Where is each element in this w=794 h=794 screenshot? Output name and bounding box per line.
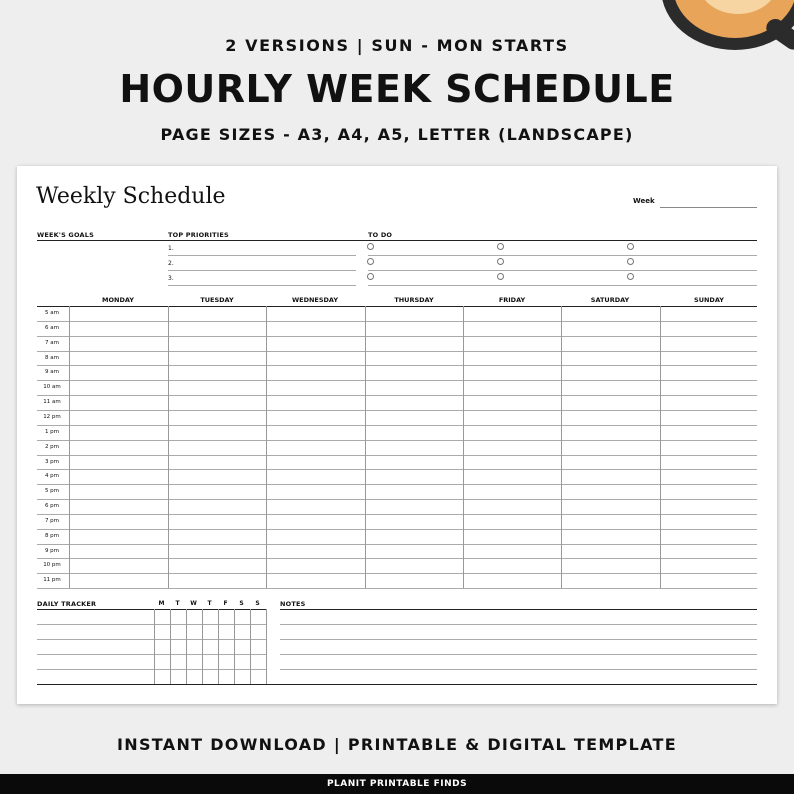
- schedule-row-line: [37, 484, 757, 485]
- time-label: 7 am: [45, 339, 59, 346]
- planner-page: [17, 166, 777, 704]
- priority-number: 2.: [168, 260, 174, 267]
- time-label: 8 pm: [44, 532, 60, 539]
- day-column-divider: [168, 306, 169, 588]
- schedule-row-line: [37, 321, 757, 322]
- schedule-row-line: [37, 395, 757, 396]
- planner-title: Weekly Schedule: [36, 184, 226, 209]
- bottom-tagline: INSTANT DOWNLOAD | PRINTABLE & DIGITAL TEMPLATE: [117, 735, 677, 754]
- page-sizes-heading: PAGE SIZES - A3, A4, A5, LETTER (LANDSCAPE): [160, 125, 634, 144]
- time-label: 1 pm: [44, 428, 60, 435]
- time-label: 9 am: [45, 369, 59, 376]
- todo-line: [368, 255, 757, 256]
- day-column-divider: [561, 306, 562, 588]
- day-header-wednesday: WEDNESDAY: [291, 296, 339, 304]
- versions-heading: 2 VERSIONS | SUN - MON STARTS: [225, 36, 569, 55]
- schedule-row-line: [37, 440, 757, 441]
- day-column-divider: [463, 306, 464, 588]
- priority-line: [168, 285, 356, 286]
- time-label: 3 pm: [44, 458, 60, 465]
- day-header-tuesday: TUESDAY: [200, 296, 234, 304]
- tracker-column-line: [234, 609, 235, 684]
- schedule-row-line: [37, 351, 757, 352]
- todo-checkbox-icon: [497, 273, 504, 280]
- day-header-sunday: SUNDAY: [694, 296, 724, 304]
- day-column-divider: [660, 306, 661, 588]
- tracker-day-f: F: [223, 600, 228, 607]
- time-label: 11 am: [43, 399, 61, 406]
- top-priorities-label: TOP PRIORITIES: [168, 231, 229, 239]
- todo-checkbox-icon: [497, 258, 504, 265]
- tracker-column-line: [218, 609, 219, 684]
- schedule-top-rule: [37, 306, 757, 307]
- day-header-saturday: SATURDAY: [590, 296, 630, 304]
- day-column-divider: [69, 306, 70, 588]
- time-label: 5 pm: [44, 488, 60, 495]
- tracker-top-rule: [37, 609, 267, 610]
- time-label: 9 pm: [44, 547, 60, 554]
- schedule-row-line: [37, 380, 757, 381]
- tracker-day-s2: S: [255, 600, 260, 607]
- tracker-day-m: M: [158, 600, 165, 607]
- schedule-row-line: [37, 336, 757, 337]
- product-title: HOURLY WEEK SCHEDULE: [119, 67, 675, 111]
- weeks-goals-label: WEEK'S GOALS: [37, 231, 94, 239]
- tracker-row-line: [37, 639, 267, 640]
- priority-number: 3.: [168, 275, 174, 282]
- schedule-row-line: [37, 573, 757, 574]
- tracker-day-s: S: [239, 600, 244, 607]
- time-label: 7 pm: [44, 517, 60, 524]
- notes-line: [280, 639, 757, 640]
- tracker-column-line: [186, 609, 187, 684]
- week-input-line: [660, 207, 757, 208]
- todo-checkbox-icon: [627, 273, 634, 280]
- tracker-row-line: [37, 669, 267, 670]
- week-label: Week: [633, 197, 655, 205]
- schedule-row-line: [37, 588, 757, 589]
- tracker-day-t: T: [175, 600, 180, 607]
- todo-checkbox-icon: [367, 258, 374, 265]
- todo-line: [368, 270, 757, 271]
- time-label: 10 am: [43, 384, 61, 391]
- todo-label: TO DO: [368, 231, 393, 239]
- schedule-row-line: [37, 365, 757, 366]
- time-label: 8 am: [45, 354, 59, 361]
- tracker-column-line: [202, 609, 203, 684]
- time-label: 5 am: [45, 310, 59, 316]
- tracker-row-line: [37, 654, 267, 655]
- tracker-column-line: [154, 609, 155, 684]
- time-label: 10 pm: [43, 562, 61, 569]
- time-label: 2 pm: [44, 443, 60, 450]
- schedule-row-line: [37, 425, 757, 426]
- todo-checkbox-icon: [627, 243, 634, 250]
- notes-line: [280, 654, 757, 655]
- notes-line: [280, 624, 757, 625]
- tracker-row-line: [37, 624, 267, 625]
- priority-number: 1.: [168, 245, 174, 252]
- page-bottom-rule: [37, 684, 757, 685]
- tracker-column-line: [266, 609, 267, 684]
- tracker-column-line: [250, 609, 251, 684]
- time-label: 4 pm: [44, 473, 60, 480]
- day-header-monday: MONDAY: [102, 296, 134, 304]
- todo-checkbox-icon: [497, 243, 504, 250]
- notes-top-rule: [280, 609, 757, 610]
- schedule-row-line: [37, 499, 757, 500]
- schedule-row-line: [37, 455, 757, 456]
- tracker-column-line: [170, 609, 171, 684]
- notes-line: [280, 669, 757, 670]
- schedule-row-line: [37, 514, 757, 515]
- notes-label: NOTES: [280, 600, 306, 608]
- time-label: 6 pm: [44, 503, 60, 510]
- tracker-day-w: W: [190, 600, 197, 607]
- day-column-divider: [365, 306, 366, 588]
- time-label: 12 pm: [43, 413, 61, 420]
- priority-line: [168, 255, 356, 256]
- schedule-row-line: [37, 469, 757, 470]
- day-column-divider: [266, 306, 267, 588]
- schedule-row-line: [37, 410, 757, 411]
- priority-line: [168, 270, 356, 271]
- schedule-row-line: [37, 544, 757, 545]
- todo-checkbox-icon: [627, 258, 634, 265]
- daily-tracker-label: DAILY TRACKER: [37, 600, 97, 608]
- schedule-row-line: [37, 558, 757, 559]
- schedule-row-line: [37, 529, 757, 530]
- todo-checkbox-icon: [367, 273, 374, 280]
- footer-bar: PLANIT PRINTABLE FINDS: [0, 774, 794, 794]
- todo-checkbox-icon: [367, 243, 374, 250]
- goals-top-rule: [37, 240, 757, 241]
- time-label: 11 pm: [43, 577, 61, 584]
- todo-line: [368, 285, 757, 286]
- day-header-thursday: THURSDAY: [394, 296, 434, 304]
- day-header-friday: FRIDAY: [498, 296, 526, 304]
- tracker-day-t2: T: [207, 600, 212, 607]
- time-label: 6 am: [45, 324, 59, 331]
